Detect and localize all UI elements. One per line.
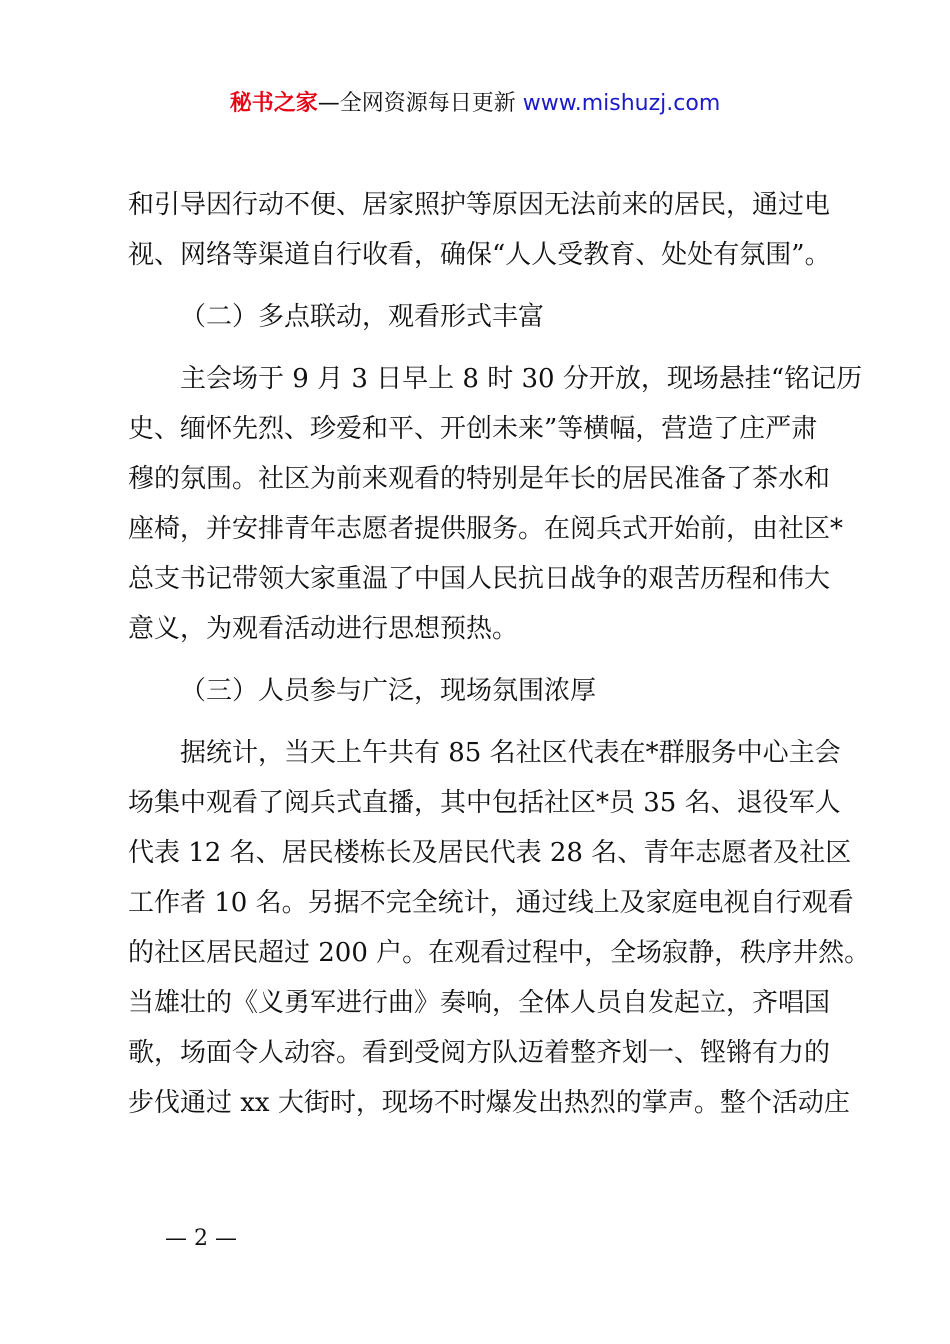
document-body [128, 180, 871, 1128]
site-header [0, 86, 950, 122]
section-heading-2: （二）多点联动，观看形式丰富 [180, 302, 545, 332]
body-line: 史、缅怀先烈、珍爱和平、开创未来”等横幅，营造了庄严肃 [128, 414, 818, 444]
body-line: 穆的氛围。社区为前来观看的特别是年长的居民准备了茶水和 [128, 464, 831, 494]
site-slogan: —全网资源每日更新 [317, 91, 523, 116]
body-line: 代表 12 名、居民楼栋长及居民代表 28 名、青年志愿者及社区 [128, 838, 852, 868]
page-number: — 2 — [165, 1226, 237, 1251]
body-line: 和引导因行动不便、居家照护等原因无法前来的居民，通过电 [128, 190, 831, 220]
body-line: 的社区居民超过 200 户。在观看过程中，全场寂静，秩序井然。 [128, 938, 871, 968]
body-line: 主会场于 9 月 3 日早上 8 时 30 分开放，现场悬挂“铭记历 [180, 364, 863, 394]
section-heading-3: （三）人员参与广泛，现场氛围浓厚 [180, 676, 597, 706]
body-line: 意义，为观看活动进行思想预热。 [128, 614, 519, 644]
body-line: 总支书记带领大家重温了中国人民抗日战争的艰苦历程和伟大 [128, 564, 831, 594]
body-line: 工作者 10 名。另据不完全统计，通过线上及家庭电视自行观看 [128, 888, 854, 918]
body-line: 座椅，并安排青年志愿者提供服务。在阅兵式开始前，由社区* [128, 514, 844, 544]
body-line: 歌，场面令人动容。看到受阅方队迈着整齐划一、铿锵有力的 [128, 1038, 831, 1068]
body-line: 步伐通过 xx 大街时，现场不时爆发出热烈的掌声。整个活动庄 [128, 1088, 850, 1118]
body-line: 据统计，当天上午共有 85 名社区代表在*群服务中心主会 [180, 738, 841, 768]
site-url-link[interactable]: www.mishuzj.com [522, 91, 721, 116]
site-brand: 秘书之家 [229, 91, 318, 116]
body-line: 当雄壮的《义勇军进行曲》奏响，全体人员自发起立，齐唱国 [128, 988, 831, 1018]
body-line: 视、网络等渠道自行收看，确保“人人受教育、处处有氛围”。 [128, 240, 831, 270]
body-line: 场集中观看了阅兵式直播，其中包括社区*员 35 名、退役军人 [128, 788, 841, 818]
